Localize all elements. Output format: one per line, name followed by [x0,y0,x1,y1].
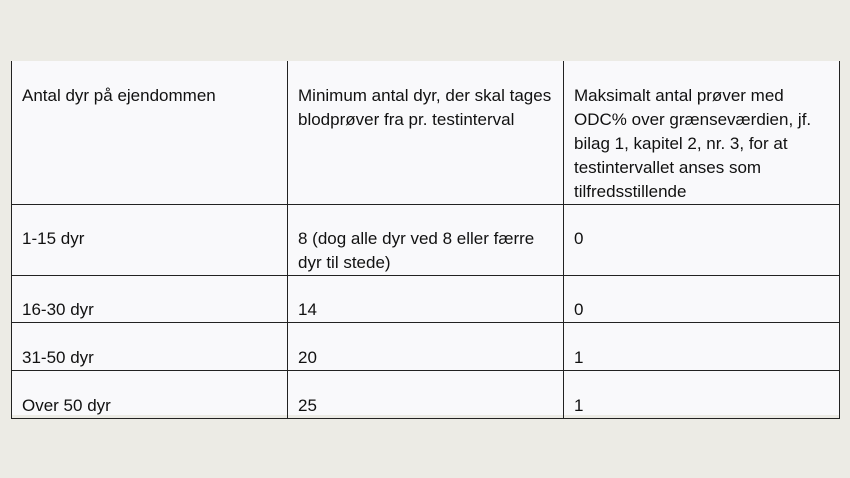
table-cell: 1-15 dyr [12,205,288,276]
table-cell: Over 50 dyr [12,371,288,419]
header-cell-animals-on-property: Antal dyr på ejendommen [12,61,288,205]
table-cell: 0 [564,276,840,323]
table-row [12,205,840,276]
table-cell: 16-30 dyr [12,276,288,323]
data-table [11,61,840,419]
table-header-row [12,61,840,205]
table-row [12,276,840,323]
table-cell: 25 [288,371,564,419]
header-cell-max-samples-over-limit: Maksimalt antal prøver med ODC% over grænseværdien, jf. bilag 1, kapitel 2, nr. 3, for at testintervallet anses som tilfredsstillende [564,61,840,205]
table-cell: 20 [288,323,564,371]
table-cell: 1 [564,323,840,371]
table-cell: 31-50 dyr [12,323,288,371]
table-cell: 0 [564,205,840,276]
table-row [12,323,840,371]
table-cell: 8 (dog alle dyr ved 8 eller færre dyr til stede) [288,205,564,276]
table-row [12,371,840,419]
slide [11,61,839,415]
table-cell: 14 [288,276,564,323]
header-cell-minimum-blood-samples: Minimum antal dyr, der skal tages blodprøver fra pr. testinterval [288,61,564,205]
table-cell: 1 [564,371,840,419]
